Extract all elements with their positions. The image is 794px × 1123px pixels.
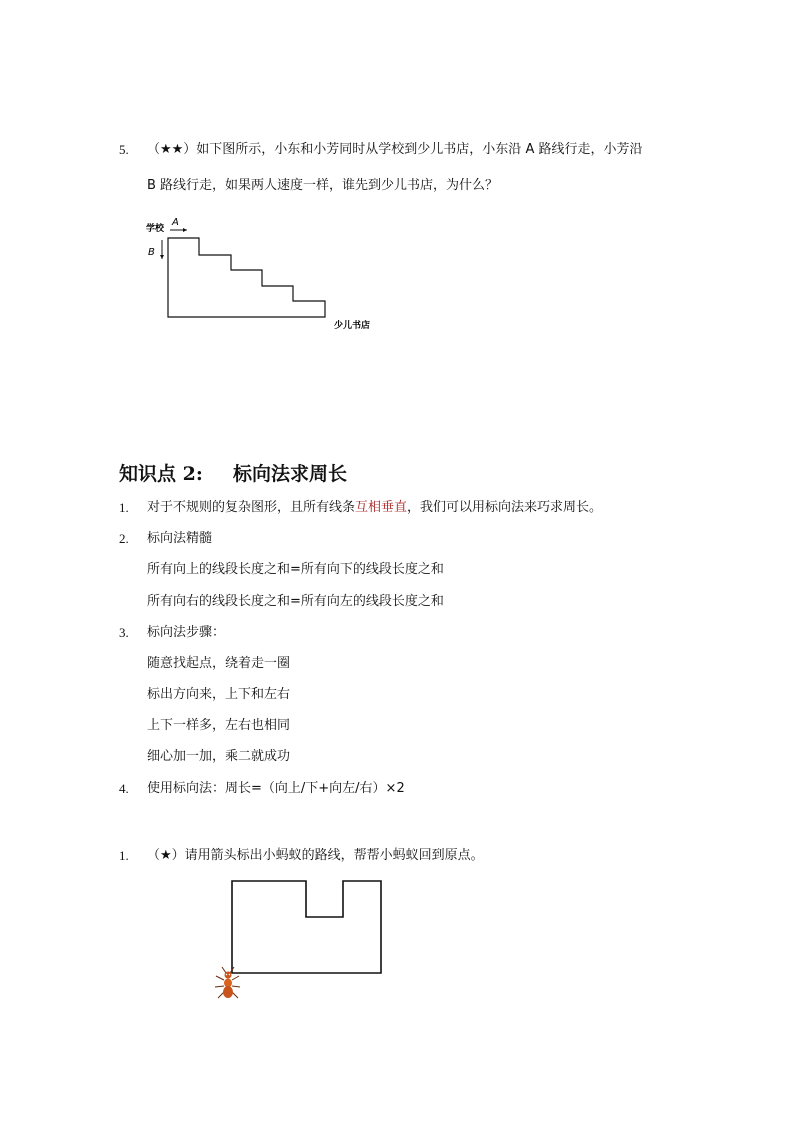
question-text-line1: （★★）如下图所示，小东和小芳同时从学校到少儿书店，小东沿 A 路线行走，小芳沿	[147, 142, 643, 157]
point-1-highlight: 互相垂直	[355, 500, 408, 515]
point-3-line3: 上下一样多，左右也相同	[147, 718, 291, 733]
point-2-title: 标向法精髓	[147, 531, 213, 546]
point-3-line2: 标出方向来，上下和左右	[147, 687, 291, 702]
point-2-line1: 所有向上的线段长度之和=所有向下的线段长度之和	[147, 562, 444, 577]
point-3-line1: 随意找起点，绕着走一圈	[147, 656, 291, 671]
point-1-text	[147, 500, 602, 516]
ant-route-figure	[205, 872, 395, 1007]
staircase-route-figure	[140, 212, 400, 337]
point-3-line4: 细心加一加，乘二就成功	[147, 749, 291, 764]
route-b-arrowhead	[160, 255, 164, 259]
section-subtitle: 标向法求周长	[233, 463, 348, 485]
section-title: 知识点 2:	[119, 463, 203, 485]
staircase-shape	[168, 238, 325, 317]
exercise-text: （★）请用箭头标出小蚂蚁的路线，帮帮小蚂蚁回到原点。	[147, 848, 484, 863]
point-2-line2: 所有向右的线段长度之和=所有向左的线段长度之和	[147, 594, 444, 609]
point-1-text-post: ，我们可以用标向法来巧求周长。	[407, 500, 603, 515]
route-a-label: A	[172, 217, 179, 228]
route-b-label: B	[148, 247, 155, 258]
point-number: 4.	[119, 781, 129, 796]
notched-rectangle-shape	[232, 881, 381, 973]
bookstore-label: 少儿书店	[334, 321, 371, 331]
exercise-number: 1.	[119, 848, 129, 863]
point-number: 1.	[119, 500, 129, 515]
point-number: 2.	[119, 531, 129, 546]
point-3-title: 标向法步骤：	[147, 625, 226, 640]
point-number: 3.	[119, 625, 129, 640]
question-number: 5.	[119, 142, 129, 157]
question-text-line2: B 路线行走，如果两人速度一样，谁先到少儿书店，为什么？	[147, 178, 499, 193]
route-a-arrowhead	[183, 228, 187, 232]
ant-icon	[215, 967, 240, 998]
point-1-text-pre: 对于不规则的复杂图形，且所有线条	[147, 500, 356, 515]
point-4-text: 使用标向法：周长=（向上/下+向左/右）×2	[147, 781, 405, 796]
school-label: 学校	[146, 224, 165, 234]
